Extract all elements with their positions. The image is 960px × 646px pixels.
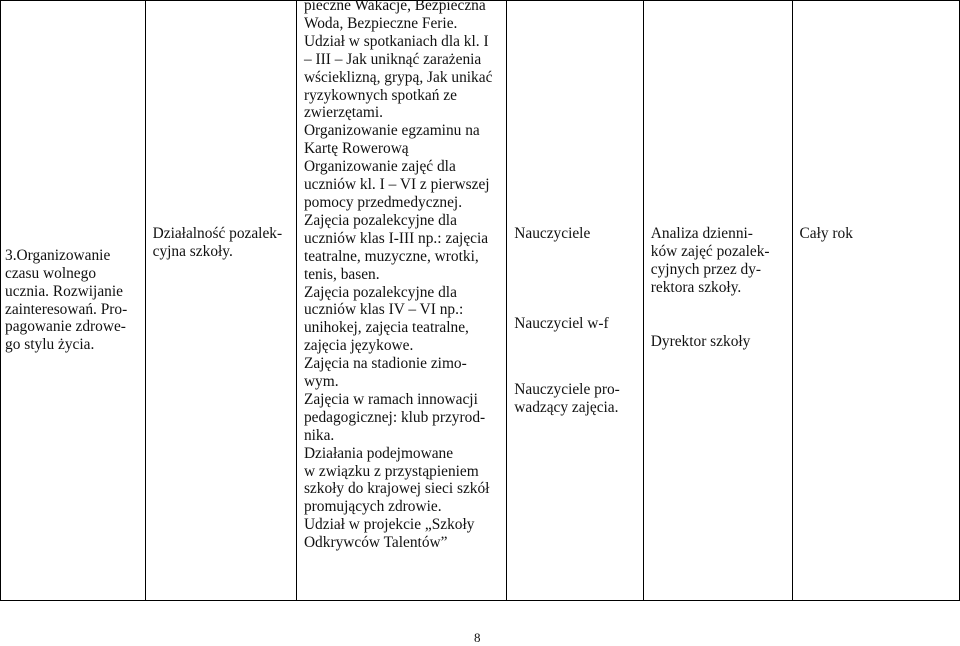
task-line: Zajęcia w ramach innowacji: [303, 390, 478, 408]
evaluation-line: Analiza dzienni-: [650, 225, 753, 242]
task-line: uczniów klas IV – VI np.:: [303, 301, 464, 319]
task-line: zajęcia językowe.: [303, 337, 414, 355]
area-line: zainteresowań. Pro-: [5, 300, 128, 318]
evaluation-line: Dyrektor szkoły: [650, 332, 751, 350]
task-line: w związku z przystąpieniem: [303, 462, 479, 480]
evaluation-line: cyjnych przez dy-: [650, 260, 762, 278]
page-number: 8: [474, 630, 481, 645]
task-line: pomocy przedmedycznej.: [303, 193, 463, 211]
responsible-cell: [507, 1, 644, 601]
task-line: Organizowanie zajęć dla: [303, 158, 456, 176]
task-line: Działania podejmowane: [303, 444, 454, 462]
evaluation-line: ków zajęć pozalek-: [650, 242, 770, 260]
task-line: Kartę Rowerową: [303, 140, 409, 158]
term-cell: [792, 1, 959, 601]
task-line: pedagogicznej: klub przyrod-: [303, 408, 486, 426]
tasks-list: [297, 0, 506, 552]
area-line: go stylu życia.: [5, 336, 95, 354]
task-line: wścieklizną, grypą, Jak unikać: [303, 68, 493, 86]
task-line: Zajęcia pozalekcyjne dla: [303, 283, 457, 301]
area-cell: [1, 1, 146, 601]
responsible-line: Nauczyciel w-f: [514, 314, 609, 332]
task-line: ryzykownych spotkań ze: [303, 86, 457, 104]
task-line: teatralne, muzyczne, wrotki,: [303, 247, 479, 265]
area-line: pagowanie zdrowe-: [5, 318, 126, 336]
task-line: Udział w spotkaniach dla kl. I: [303, 32, 489, 50]
task-line: tenis, basen.: [303, 265, 380, 283]
task-line: pieczne Wakacje, Bezpieczna: [303, 0, 486, 14]
task-line: Organizowanie egzaminu na: [303, 122, 480, 140]
table-row: [1, 1, 960, 601]
evaluation-line: rektora szkoły.: [650, 278, 742, 296]
task-line: Odkrywców Talentów”: [303, 534, 448, 552]
area-line: 3.Organizowanie: [5, 246, 111, 264]
task-line: unihokej, zajęcia teatralne,: [303, 319, 469, 337]
responsible-line: Nauczyciele: [514, 225, 591, 242]
task-line: uczniów klas I-III np.: zajęcia: [303, 229, 489, 247]
task-line: promujących zdrowie.: [303, 498, 442, 516]
responsible-line: Nauczyciele pro-: [514, 380, 620, 398]
task-line: nika.: [303, 426, 335, 444]
task-line: wym.: [303, 373, 339, 391]
term-line: Cały rok: [799, 225, 853, 242]
task-line: Zajęcia pozalekcyjne dla: [303, 211, 457, 229]
task-line: szkoły do krajowej sieci szkół: [303, 480, 490, 498]
task-line: Woda, Bezpieczne Ferie.: [303, 14, 458, 32]
task-line: uczniów kl. I – VI z pierwszej: [303, 176, 490, 194]
form-line: cyjna szkoły.: [152, 242, 233, 260]
tasks-cell: [296, 1, 506, 601]
responsible-line: wadzący zajęcia.: [514, 398, 619, 416]
task-line: Udział w projekcie „Szkoły: [303, 516, 475, 534]
evaluation-cell: [643, 1, 792, 601]
task-line: Zajęcia na stadionie zimo-: [303, 355, 467, 373]
form-line: Działalność pozalek-: [152, 225, 283, 242]
form-cell: [145, 1, 296, 601]
area-line: ucznia. Rozwijanie: [5, 282, 123, 300]
task-line: – III – Jak uniknąć zarażenia: [303, 50, 482, 68]
task-line: zwierzętami.: [303, 104, 383, 122]
area-line: czasu wolnego: [5, 264, 97, 282]
